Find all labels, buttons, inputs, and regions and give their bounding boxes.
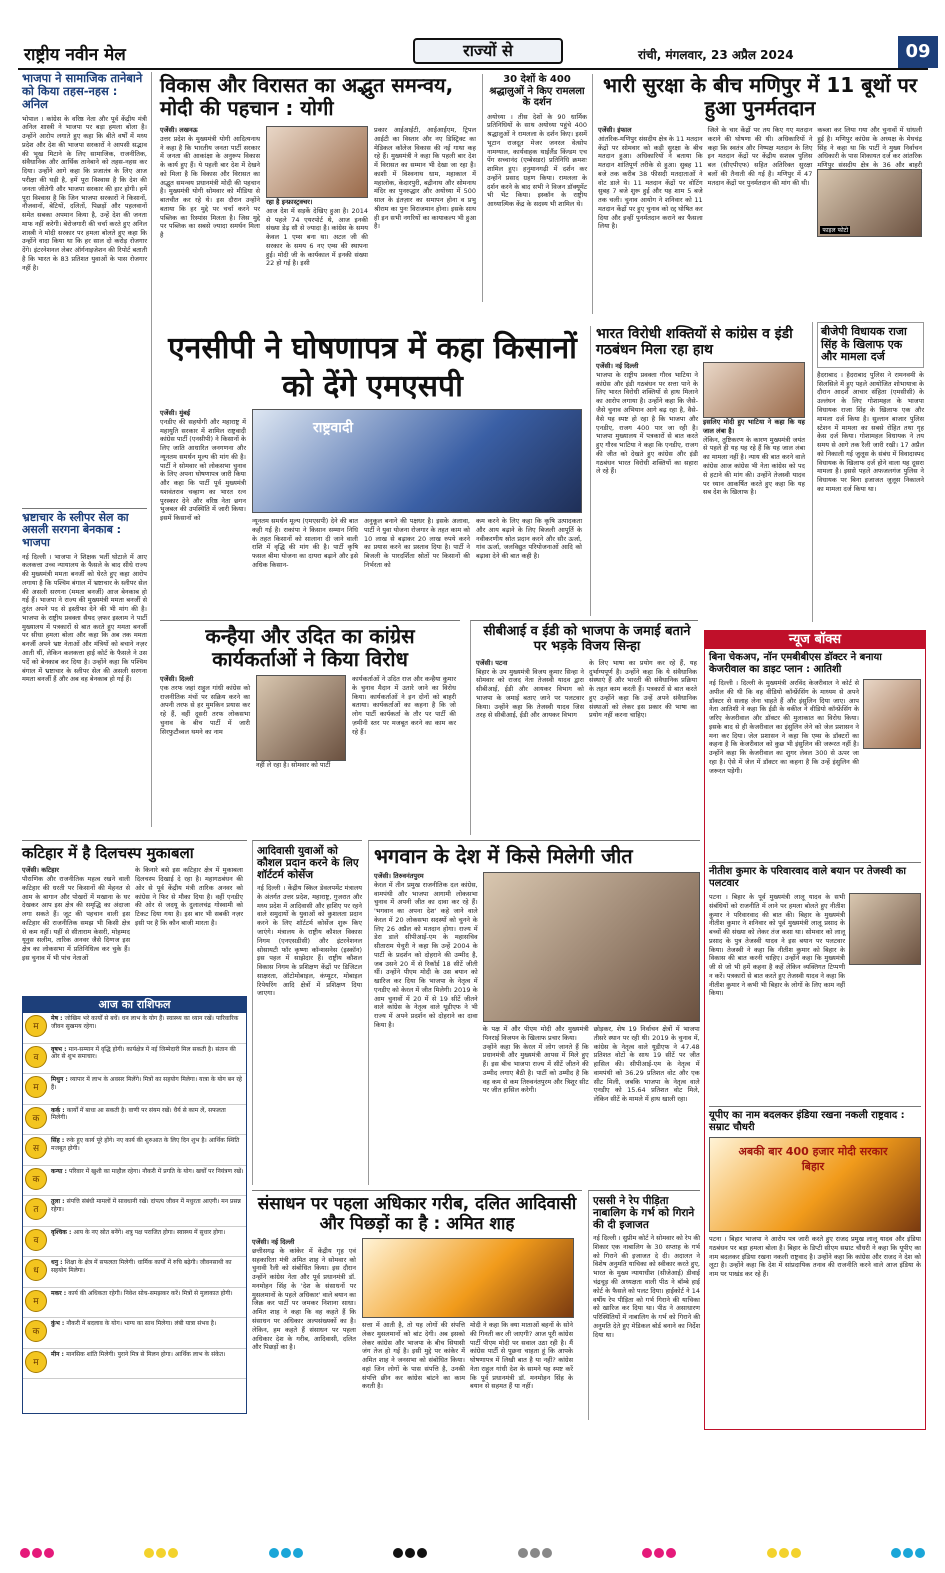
zodiac-name: कुंभ :	[51, 1320, 67, 1327]
manipur-photo	[817, 169, 922, 237]
news-box	[704, 630, 926, 1430]
horoscope-text: वृषभ : मान-सम्मान में वृद्धि होगी। कार्यक्षेत्र में नई जिम्मेदारी मिल सकती है। संतान की ओर से शुभ समाचार।	[51, 1045, 236, 1061]
dateline: रांची, मंगलवार, 23 अप्रैल 2024	[638, 48, 794, 62]
shah-headline: संसाधन पर पहला अधिकार गरीब, दलित आदिवासी और पिछड़ों का है : अमित शाह	[257, 1194, 577, 1234]
horoscope-text: धनु : शिक्षा के क्षेत्र में सफलता मिलेगी। धार्मिक कार्यों में रुचि बढ़ेगी। जीवनसाथी का सहयोग मिलेगा।	[51, 1259, 232, 1274]
sc-body: नई दिल्ली । सुप्रीम कोर्ट ने सोमवार को रेप की शिकार एक नाबालिग के 30 सप्ताह के गर्भ को गिराने की इजाजत दे दी। अदालत ने विशेष अनुमति याचिका को स्वीकार करते हुए, भारत के मुख्य न्यायाधीश (सीजेआई) डीवाई चंद्रचूड़ की अध्यक्षता वाली पीठ ने बॉम्बे हाई कोर्ट के फैसले को पलट दिया। हाईकोर्ट ने 14 वर्षीय रेप पीड़िता को गर्भ गिराने की याचिका को खारिज कर दिया था। पीठ ने असाधारण परिस्थितियों में नाबालिग के गर्भ को गिराने की अनुमति देते हुए मेडिकल बोर्ड बनाने का निर्देश दिया था।	[593, 1234, 700, 1339]
atishi-headline: बिना चेकअप, नॉन एमबीबीएस डॉक्टर ने बनाया केजरीवाल का डाइट प्लान : आतिशी	[709, 652, 882, 675]
kerala-photo-caption: के पक्ष में और पीएम मोदी और मुख्यमंत्री पिनराई विजयन के खिलाफ प्रचार किया।	[482, 1025, 589, 1042]
anil-body: भोपाल । कांग्रेस के वरिष्ठ नेता और पूर्व केंद्रीय मंत्री अनिल शास्त्री ने भाजपा पर बड़ा हमला बोला है। उन्होंने आरोप लगाते हुए कहा कि बीते वर्षों में मध्य प्रदेश और देश की भाजपा सरकारों ने आपसी सद्भाव की भूख मिटाने के लिए सामाजिक, राजनीतिक, संवैधानिक और आर्थिक तानेबाने को तहस-नहस कर दिया। उन्होंने आगे कहा कि प्रजातंत्र के लिए आज परीक्षा की घड़ी है, हमें पूरा विश्वास है कि देश की जनता जीतेगी और भाजपा सरकार की हार होगी। हमें पूरा विश्वास है कि जिन भाजपा सरकारों ने किसानों, नौजवानों, बेटियों, दलितों, पिछड़ों और पहलवानों समेत सबका अपमान किया है, उन्हें देश की जनता माफ नहीं करेगी। बेरोजगारी की चर्चा करते हुए अनिल शास्त्री ने मोदी सरकार पर हमला बोलते हुए कहा कि उन्होंने वादा किया था कि हर साल दो करोड़ रोजगार देंगे। इंटरनेशनल लेबर ऑर्गनाइजेशन की रिपोर्ट बताती है कि भारत के 83 प्रतिशत युवाओं के पास रोजगार नहीं है।	[22, 114, 147, 272]
anil-headline: भाजपा ने सामाजिक तानेबाने को किया तहस-नहस : अनिल	[22, 71, 143, 112]
tejashwi-photo	[849, 893, 921, 965]
zodiac-icon: क	[25, 1320, 47, 1342]
katihar-byline: एजेंसी। कटिहार	[22, 866, 59, 875]
ayodhya-story	[482, 74, 587, 302]
zodiac-name: वृषभ :	[51, 1045, 69, 1053]
manipur-headline: भारी सुरक्षा के बीच मणिपुर में 11 बूथों पर हुआ पुनर्मतदान	[602, 73, 918, 120]
manipur-col3: कब्जा कर लिया गया और चुनावों में धांधली हुई है। मणिपुर कांग्रेस के अध्यक्ष के मेघचंद्र सिंह ने कहा था कि पार्टी ने मुख्य निर्वाचन अधिकारी के पास शिकायत दर्ज कर आंतरिक मणिपुर संसदीय क्षेत्र के 36 और बाहरी	[817, 126, 923, 170]
color-swatch	[269, 1548, 303, 1560]
color-swatch	[144, 1548, 178, 1560]
zodiac-name: वृश्चिक :	[51, 1228, 74, 1236]
kerala-headline: भगवान के देश में किसे मिलेगी जीत	[374, 844, 633, 868]
horoscope-text: सिंह : रुके हुए कार्य पूरे होंगे। नए कार्य की शुरुआत के लिए दिन शुभ है। आर्थिक स्थिति मजबूत होगी।	[51, 1137, 240, 1152]
indi-col1: भाजपा के राष्ट्रीय प्रवक्ता गौरव भाटिया ने कांग्रेस और इंडी गठबंधन पर सत्ता पाने के लिए भारत विरोधी शक्तियों से हाथ मिलाने का आरोप लगाया है। उन्होंने कहा कि जैसे-जैसे चुनाव अभियान आगे बढ़ रहा है, वैसे-वैसे यह स्पष्ट हो रहा है कि भाजपा और एनडीए, राजग 400 पार जा रही है। भाजपा मुख्यालय में पत्रकारों से बात करते हुए गौरव भाटिया ने कहा कि एनडीए, राजग की जीत को देखते हुए कांग्रेस और इंडी गठबंधन भारत विरोधी शक्तियों का सहारा ले रहे हैं।	[596, 370, 698, 476]
zodiac-name: मेष :	[51, 1015, 65, 1022]
kanhaiya-story	[160, 620, 460, 835]
shah-byline: एजेंसी। नई दिल्ली	[252, 1238, 295, 1247]
zodiac-icon: म	[25, 1015, 47, 1037]
raja-headline: बीजेपी विधायक राजा सिंह के खिलाफ एक और मामला दर्ज	[821, 325, 907, 364]
zodiac-name: कर्क :	[51, 1106, 67, 1114]
shah-col3: मोदी ने कहा कि क्या माताओं बहनों के सोने की गिनती कर ली जाएगी? आज पूरी कांग्रेस पार्टी पीएम मोदी पर सवाल उठा रही है। मैं कांग्रेस पार्टी से पूछना चाहता हूं कि आपके घोषणापत्र में लिखी बात है या नहीं? कांग्रेस नेता राहुल गांधी देश के सामने यह स्पष्ट करें कि पूर्व प्रधानमंत्री डॉ. मनमोहन सिंह के बयान से सहमत हैं या नहीं।	[470, 1321, 573, 1391]
kerala-story	[368, 840, 700, 1185]
zodiac-name: तुला :	[51, 1198, 67, 1205]
bjp-banner-photo	[709, 1137, 921, 1232]
zodiac-icon: म	[25, 1351, 47, 1373]
kerala-col1: केरल में तीन प्रमुख राजनीतिक दल कांग्रेस, वामपंथी और भाजपा आगामी लोकसभा चुनाव में अपनी जीत का दावा कर रहे हैं। 'भगवान का अपना देश' कहे जाने वाले केरल में 20 लोकसभा सदस्यों को चुनने के लिए 26 अप्रैल को मतदान होगा। राज्य में डेरा डाले सीपीआई-एम के महासचिव सीताराम येचुरी ने कहा कि उन्हें 2004 के पार्टी के प्रदर्शन को दोहराने की उम्मीद है, जब उसने 20 में से रिकॉर्ड 18 सीटें जीती थीं। उन्होंने पीएम मोदी के उस बयान को खारिज कर दिया कि भाजपा के नेतृत्व में एनडीए को केरल में जीत मिलेगी। 2019 के आम चुनावों में 20 में से 19 सीटें जीतने वाले कांग्रेस के नेतृत्व वाले यूडीएफ ने भी राज्य में अपने प्रदर्शन को दोहराने का दावा किया है।	[374, 880, 478, 1030]
nitish-body: पटना । बिहार के पूर्व मुख्यमंत्री लालू यादव के सभी संबंधियों को राजनीति में लाने पर हमला बोलते हुए नीतीश कुमार ने परिवारवाद की बात की। बिहार के मुख्यमंत्री नीतीश कुमार ने शनिवार को पूर्व मुख्यमंत्री लालू प्रसाद के बच्चों की संख्या को लेकर तंज कसा था। सोमवार को लालू प्रसाद के पुत्र तेजस्वी यादव ने इस बयान पर पलटवार किया। तेजस्वी ने कहा कि नीतीश कुमार को बिहार के विकास की बात करनी चाहिए। उन्होंने कहा कि मुख्यमंत्री जी से जो भी हमें कहना है कहें लेकिन व्यक्तिगत टिप्पणी न करें। पत्रकारों से बात करते हुए तेजस्वी यादव ने कहा कि नीतीश कुमार ने कभी भी बिहार के लोगों के लिए काम नहीं किया।	[709, 893, 845, 998]
ncp-headline: एनसीपी ने घोषणापत्र में कहा किसानों को देंगे एमएसपी	[168, 331, 577, 404]
katihar-story	[22, 840, 247, 992]
horoscope-text: वृश्चिक : आय के नए स्रोत बनेंगे। शत्रु पक्ष पराजित होगा। स्वास्थ्य में सुधार होगा।	[51, 1228, 226, 1236]
atishi-photo	[863, 679, 921, 749]
manipur-story	[592, 74, 922, 314]
horoscope-text: मीन : मानसिक शांति मिलेगी। पुराने मित्र से मिलन होगा। आर्थिक लाभ के संकेत।	[51, 1350, 226, 1358]
horoscope-row	[23, 1013, 246, 1044]
section-tab: राज्यों से	[413, 38, 563, 64]
kanhaiya-col2: कार्यकर्ताओं ने उदित राज और कन्हैया कुमार के चुनाव मैदान में उतारे जाने का विरोध किया। कार्यकर्ताओं ने इन दोनों को बाहरी बताया। कार्यकर्ताओं का कहना है कि जो लोग पार्टी कार्यकर्ता के तौर पर पार्टी की ज़मीनी स्तर पर मजबूत करने का काम कर रहे हैं।	[352, 675, 456, 736]
ncp-story	[160, 330, 585, 615]
manipur-photo-caption: फाइल फोटो	[822, 227, 849, 234]
raja-body: हैदराबाद । हैदराबाद पुलिस ने रामनवमी के सिलसिले में हुए पहले आयोजित शोभायात्रा के दौरान आदर्श आचार संहिता (एमसीसी) के उल्लंघन के लिए गोशामहल के भाजपा विधायक राजा सिंह के खिलाफ एक और मामला दर्ज किया है। सुल्तान बाजार पुलिस स्टेशन में मामला का सबसे रोहित तथा गृह केस दर्ज किया। गोशामहल विधायक ने तय समय से आगे तक रैली जारी रखी। 17 अप्रैल को निकाली गई जुलूस के संबंध में विवादास्पद विधायक के खिलाफ दर्ज होने वाला यह दूसरा मामला है। इससे पहले अफजलगंज पुलिस ने विधायक पर बिना इजाजत जुलूस निकालने का मामला दर्ज किया था।	[817, 370, 924, 493]
bhatia-photo	[703, 362, 805, 418]
horoscope-row	[23, 1288, 246, 1319]
nitish-headline: नीतीश कुमार के परिवारवाद वाले बयान पर तेजस्वी का पलटवार	[709, 866, 906, 889]
yogi-col1: उत्तर प्रदेश के मुख्यमंत्री योगी आदित्यनाथ ने कहा है कि भारतीय जनता पार्टी सरकार में जनता की आकांक्षा के अनुरूप विकास के कार्य हुए हैं। ये पहली बार देश में देखने को मिला है कि विकास और विरासत का अद्भुत समन्वय प्रधानमंत्री मोदी की पहचान है। मुख्यमंत्री योगी सोमवार को मीडिया से बातचीत कर रहे थे। इस दौरान उन्होंने बताया कि हर मुद्दे पर चर्चा करने पर पब्लिक का रिस्पांस मिलता है। जिस मुद्दे पर पब्लिक का सबसे ज्यादा समर्थन मिला है	[160, 134, 260, 240]
horoscope-row	[23, 1349, 246, 1380]
horoscope-row	[23, 1196, 246, 1227]
chaudhary-headline: यूपीए का नाम बदलकर इंडिया रखना नकली राष्ट्रवाद : सम्राट चौधरी	[709, 1110, 905, 1133]
paper-name: राष्ट्रीय नवीन मेल	[24, 45, 126, 65]
zodiac-icon: क	[25, 1107, 47, 1129]
zodiac-icon: व	[25, 1046, 47, 1068]
color-swatch	[20, 1548, 54, 1560]
horoscope-row	[23, 1105, 246, 1136]
yogi-col2: आज देश में सड़कें देखिए हुआ है। 2014 से पहले 74 एयरपोर्ट थे, आज इनकी संख्या डेढ़ सौ से ज्यादा है। कांग्रेस के समय केवल 1 एम्स बना था। अटल जी की सरकार के समय 6 नए एम्स की स्थापना हुई। मोदी जी के कार्यकाल में इनकी संख्या 22 हो गई है। इसी	[266, 206, 368, 268]
kerala-byline: एजेंसी। तिरुवनंतपुरम	[374, 872, 424, 880]
zodiac-name: मीन :	[51, 1350, 67, 1358]
ncp-col1: एनडीए की सहयोगी और महाराष्ट्र में महायुति सरकार में शामिल राष्ट्रवादी कांग्रेस पार्टी (एनसीपी) ने किसानों के लिए जाति आधारित जनगणना और न्यूनतम समर्थन मूल्य की मांग की है। पार्टी ने सोमवार को लोकसभा चुनाव के लिए अपना घोषणापत्र जारी किया और कहा कि पार्टी पूर्व मुख्यमंत्री यशवंतराव चव्हाण का भारत रत्न पुरस्कार देने और वरिष्ठ नेता छगन भुजबल की उपस्थिति में जारी किया। इसमें किसानों को	[160, 417, 246, 523]
zodiac-name: कन्या :	[51, 1167, 69, 1175]
zodiac-icon: म	[25, 1076, 47, 1098]
raja-story	[812, 322, 924, 622]
ncp-photo	[252, 409, 582, 513]
horoscope	[22, 996, 247, 1414]
zodiac-icon: ध	[25, 1259, 47, 1281]
kanhaiya-byline: एजेंसी। दिल्ली	[160, 675, 194, 683]
horoscope-row	[23, 1074, 246, 1105]
ayodhya-body: अयोध्या । तीस देशों के 90 धार्मिक प्रतिनिधियों के साथ अयोध्या पहुंचे 400 श्रद्धालुओं ने रामलला के दर्शन किए। इसमें भूटान राजदूत मेजर जनरल वेत्सोप नामग्याल, कार्यवाहक थाईलैंड किंग्डम एच पेंग सच्चानंद (एम्बेसडर) प्रतिनिधि क्रमशः शामिल हुए। हनुमानगढ़ी में दर्शन कर उन्होंने प्रसाद ग्रहण किया। रामलला के दर्शन करने के बाद सभी ने विजन डॉक्यूमेंट भी भेंट किया। इस्कॉन के राष्ट्रीय आध्यात्मिक केंद्र के सदस्य भी शामिल थे।	[487, 112, 587, 209]
shah-story	[252, 1190, 582, 1420]
horoscope-row	[23, 1166, 246, 1197]
horoscope-row	[23, 1318, 246, 1349]
kanhaiya-photo-caption: नहीं ले रहा है। सोमवार को पार्टी	[256, 761, 331, 769]
sinha-story	[470, 620, 698, 835]
horoscope-text: तुला : संपत्ति संबंधी मामलों में सावधानी रखें। दांपत्य जीवन में मधुरता आएगी। मन प्रसन्न रहेगा।	[51, 1198, 241, 1213]
horoscope-text: मिथुन : व्यापार में लाभ के अवसर मिलेंगे। मित्रों का सहयोग मिलेगा। यात्रा के योग बन रहे हैं।	[51, 1076, 242, 1091]
horoscope-text: कुंभ : नौकरी में बदलाव के योग। भाग्य का साथ मिलेगा। लंबी यात्रा संभव है।	[51, 1320, 217, 1327]
zodiac-icon: व	[25, 1229, 47, 1251]
kerala-col3: छोड़कर, शेष 19 निर्वाचन क्षेत्रों में भाजपा तीसरे स्थान पर रही थी। 2019 के चुनाव में, कांग्रेस के नेतृत्व वाले यूडीएफ ने 47.48 प्रतिशत वोटों के साथ 19 सीटें पर जीत हासिल की। सीपीआई-एम के नेतृत्व में वामपंथी को 36.29 प्रतिशत वोट और एक सीट मिली, जबकि भाजपा के नेतृत्व वाले एनडीए को 15.64 प्रतिशत वोट मिले, लेकिन सीटें के मामले में हाथ खाली रहा।	[593, 1025, 700, 1104]
color-swatch	[891, 1548, 925, 1560]
color-swatch	[767, 1548, 801, 1560]
sleeper-cell-body: नई दिल्ली । भाजपा ने शिक्षक भर्ती घोटाले में आए कलकत्ता उच्च न्यायालय के फैसले के बाद सीधे राज्य की मुख्यमंत्री ममता बनर्जी को घेरते हुए कहा आरोप लगाया है कि पश्चिम बंगाल में भ्रष्टाचार के स्लीपर सेल की असली सरगना (ममता बनर्जी) आज बेनकाब हो गई हैं। भाजपा ने राज्य की मुख्यमंत्री ममता बनर्जी से तुरंत अपने पद से इस्तीफा देने की भी मांग की है। भाजपा के राष्ट्रीय प्रवक्ता सैयद ज़फर इस्लाम ने पार्टी मुख्यालय में पत्रकारों से बात करते हुए ममता बनर्जी पर सीधा हमला बोला और कहा कि अब तक ममता बनर्जी अपने भ्रष्ट नेताओं और मंत्रियों को बचाने नज़र आती थीं, लेकिन कलकत्ता हाई कोर्ट के फैसले ने उस पर्दे को बेनकाब कर दिया है। उन्होंने कहा कि पश्चिम बंगाल में भ्रष्टाचार के स्लीपर सेल की असली सरगना ममता बनर्जी हैं और अब वह बेनकाब हो गई हैं।	[22, 552, 147, 684]
horoscope-title: आज का राशिफल	[23, 997, 246, 1013]
ncp-col2: न्यूनतम समर्थन मूल्य (एमएसपी) देने की बात कही गई है। राकांपा ने किसान सम्मान निधि के तहत किसानों को सालाना दी जाने वाली राशि में वृद्धि की मांग की है। पार्टी कृषि फसल बीमा योजना का दायरा बढ़ाने और इसे अधिक किसान-	[252, 517, 358, 569]
horoscope-row	[23, 1135, 246, 1166]
katihar-col2: के किनारे बसे इस कटिहार क्षेत्र में मुकाबला दिलचस्प दिखाई दे रहा है। महागठबंधन की ओर से पूर्व केंद्रीय मंत्री तारिक अनवर को कांग्रेस ने फिर से मौका दिया है। वहीं एनडीए की ओर से जदयू के दुलालचंद्र गोस्वामी को टिकट दिया गया है। इस बार भी सबकी नज़र इसी पर है कि कौन बाजी मारता है।	[135, 866, 243, 927]
yogi-photo	[266, 126, 368, 198]
indi-headline: भारत विरोधी शक्तियों से कांग्रेस व इंडी गठबंधन मिला रहा हाथ	[596, 326, 793, 359]
tribal-story	[252, 840, 362, 1185]
manipur-col2: जिले के चार केंद्रों पर तय किए गए मतदान कराने की घोषणा की थी। अधिकारियों ने कहा कि स्वतंत्र और निष्पक्ष मतदान के लिए इन मतदान केंद्रों पर केंद्रीय सशस्त्र पुलिस बल (सीएपीएफ) सहित अतिरिक्त सुरक्षा बलों की तैनाती की गई है। मणिपुर में 47 मतदान केंद्रों पर पुनर्मतदान की मांग की थी।	[707, 126, 813, 187]
sinha-headline: सीबीआई व ईडी को भाजपा के जमाई बताने पर भड़के विजय सिन्हा	[483, 624, 691, 654]
indi-byline: एजेंसी। नई दिल्ली	[596, 362, 639, 371]
sc-story	[588, 1190, 700, 1420]
chaudhary-body: पटना । बिहार भाजपा ने आरोप पत्र जारी करते हुए राजद प्रमुख लालू यादव और इंडिया गठबंधन पर बड़ा हमला बोला है। बिहार के डिप्टी सीएम सम्राट चौधरी ने कहा कि यूपीए का नाम बदलकर इंडिया रखना नकली राष्ट्रवाद है। उन्होंने कहा कि कांग्रेस और राजद ने देश को लूटा है। उन्होंने कहा कि देश में सांप्रदायिक तनाव की राजनीति करने वाले आज इंडिया के नाम पर पाखंड कर रहे हैं।	[709, 1235, 921, 1279]
horoscope-row	[23, 1044, 246, 1075]
horoscope-text: मकर : कार्य की अधिकता रहेगी। निवेश सोच-समझकर करें। मित्रों से मुलाकात होगी।	[51, 1289, 233, 1297]
sinha-col2: के लिए भाषा का प्रयोग कर रहे हैं, यह दुर्भाग्यपूर्ण है। उन्होंने कहा कि ये संवैधानिक संस्थाएं हैं और भारती की संवैधानिक प्रक्रिया के तहत काम करती हैं। पत्रकारों से बात करते हुए उन्होंने कहा कि उन्हें अपने संवैधानिक संस्थाओं को लेकर इस प्रकार की भाषा का प्रयोग नहीं करना चाहिए।	[589, 658, 697, 720]
left-column	[22, 72, 152, 827]
zodiac-name: धनु :	[51, 1259, 65, 1266]
manipur-col1: आंतरिक-मणिपुर संसदीय क्षेत्र के 11 मतदान केंद्रों पर सोमवार को कड़ी सुरक्षा के बीच मतदान हुआ। अधिकारियों ने बताया कि मतदान शांतिपूर्ण तरीके से हुआ। सुबह 11 बजे तक करीब 38 फीसदी मतदाताओं ने वोट डाले थे। 11 मतदान केंद्रों पर वोटिंग सुबह 7 बजे शुरू हुई और यह शाम 5 बजे तक चली। चुनाव आयोग ने शनिवार को 11 मतदान केंद्रों पर हुए चुनाव को रद्द घोषित कर दिया और इन्हीं पुनर्मतदान कराने का फैसला लिया है।	[598, 134, 703, 231]
masthead	[18, 36, 931, 70]
horoscope-text: कन्या : परिवार में खुशी का माहौल रहेगा। नौकरी में प्रगति के योग। खर्चों पर नियंत्रण रखें।	[51, 1167, 244, 1175]
indi-photo-caption: इसलिए मोदी हुए भाटिया ने कहा कि यह जाल लंबा है।	[703, 418, 805, 435]
zodiac-icon: क	[25, 1168, 47, 1190]
shah-photo	[362, 1238, 574, 1318]
horoscope-list	[23, 1013, 246, 1379]
ayodhya-headline: 30 देशों के 400 श्रद्धालुओं ने किए रामलला के दर्शन	[489, 74, 585, 108]
katihar-headline: कटिहार में है दिलचस्प मुकाबला	[22, 844, 194, 862]
bjp-banner-text: अबकी बार 400 हजार मोदी सरकार बिहार	[738, 1145, 888, 1173]
sc-headline: एससी ने रेप पीड़िता नाबालिग के गर्भ को गिराने की दी इजाजत	[593, 1195, 695, 1232]
zodiac-name: मिथुन :	[51, 1076, 70, 1083]
registration-marks	[20, 1548, 925, 1560]
horoscope-text: मेष : जोखिम भरे कार्यों से बचें। धन लाभ के योग हैं। स्वास्थ्य का ध्यान रखें। पारिवारिक जीवन सुखमय रहेगा।	[51, 1015, 239, 1030]
horoscope-row	[23, 1227, 246, 1258]
yogi-col3: प्रकार आईआईटी, आईआईएम, ट्रिपल आईटी का विस्तार और नए डिस्ट्रिक्ट का मेडिकल कॉलेज विकास की नई गाथा कह रहे हैं। मुख्यमंत्री ने कहा कि पहली बार देश में विरासत का सम्मान भी देखा जा रहा है। काशी में विश्वनाथ धाम, महाकाल में महालोक, केदारपुरी, बद्रीनाथ और सोमनाथ मंदिर का पुनरुद्धार और अयोध्या में 500 साल के इंतज़ार का समापन होना व प्रभु श्रीराम का पुनः विराजमान होना। इसके साथ ही इन सभी नगरियों का कायाकल्प भी हुआ है।	[374, 126, 476, 231]
katihar-col1: पौराणिक और राजनीतिक महत्व रखने वाली कटिहार की धरती पर किसानों की मेहनत से आम के बागान और पोखरों में मखाना के घर देखकर आप इस क्षेत्र की समृद्धि का अंदाजा लगा सकते हैं। जूट की पहचान वाली इस कटिहार की राजनीतिक समझ भी किसी क्षेत्र से कम नहीं। यहीं से सीताराम केसरी, मोहम्मद यूनुस सलीम, तारिक अनवर जैसे दिग्गज इस क्षेत्र का लोकसभा में प्रतिनिधित्व कर चुके हैं। इस चुनाव में भी पांच नेताओं	[22, 875, 130, 962]
page-number: 09	[898, 36, 938, 68]
indi-col2: लेकिन, तुष्टिकरण के कारण मुख्यमंत्री जयंत से पहले ही यह यह रहे हैं कि यह जाल लंबा का मामला नहीं है। न्याय की बात करने वाले कांग्रेस आज कांग्रेस भी नेता कांग्रेस को पद से हटाने की मांग की। उन्होंने तेजस्वी यादव पर ध्यान आकर्षित करते हुए कहा कि यह सब देश के खिलाफ है।	[703, 435, 805, 497]
manipur-byline: एजेंसी। इंफाल	[598, 126, 632, 134]
shah-col2: सत्ता में आती है, तो यह लोगों की संपत्ति लेकर मुसलमानों को बांट देगी। अब इसको लेकर कांग्रेस और भाजपा के बीच सियासी जंग तेज हो गई है। इसी मुद्दे पर कांकेर में अमित शाह ने जनसभा को संबोधित किया। वहां जिन लोगों के पास संपत्ति है, उनकी संपत्ति छीन कर कांग्रेस बांटने का काम करती है।	[362, 1321, 465, 1391]
color-swatch	[518, 1548, 552, 1560]
sinha-col1: बिहार के उप मुख्यमंत्री विजय कुमार सिन्हा ने सोमवार को राजद नेता तेजस्वी यादव द्वारा सीबीआई, ईडी और आयकर विभाग को भाजपा के जमाई बताए जाने पर पलटवार किया। उन्होंने कहा कि तेजस्वी यादव जिस तरह से सीबीआई, ईडी और आयकर विभाग	[476, 667, 584, 720]
ncp-col4: कम करने के लिए कहा कि कृषि उत्पादकता और आय बढ़ाने के लिए बिजली आपूर्ति के नवीकरणीय स्रोत प्रदान करने और सौर ऊर्जा, गांव ऊर्जा, जलविद्युत परियोजनाओं आदि को बढ़ावा देने की बात कही है।	[476, 517, 582, 561]
zodiac-name: मकर :	[51, 1289, 69, 1297]
horoscope-text: कर्क : कार्यों में बाधा आ सकती है। वाणी पर संयम रखें। धैर्य से काम लें, सफलता मिलेगी।	[51, 1106, 226, 1122]
zodiac-icon: स	[25, 1137, 47, 1159]
kerala-col2: उन्होंने कहा कि केरल में लोग जानते हैं कि प्रधानमंत्री और मुख्यमंत्री आपस में मिले हुए हैं। इस बीच भाजपा राज्य में सीटें जीतने की उम्मीद लगाए बैठी है। पार्टी को उम्मीद है कि वह कम से कम तिरुवनंतपुरम और त्रिशूर सीट पर जीत हासिल करेगी।	[482, 1042, 589, 1095]
zodiac-icon: त	[25, 1198, 47, 1220]
sinha-byline: एजेंसी। पटना	[476, 658, 508, 667]
kanhaiya-headline: कन्हैया और उदित का कांग्रेस कार्यकर्ताओं ने किया विरोध	[205, 624, 415, 671]
color-swatch	[393, 1548, 427, 1560]
color-swatch	[642, 1548, 676, 1560]
atishi-body: नई दिल्ली । दिल्ली के मुख्यमंत्री अरविंद केजरीवाल ने कोर्ट से अपील की थी कि वह वीडियो कॉन्फ्रेंसिंग के माध्यम से अपने डॉक्टर से सलाह लेना चाहते हैं और इंसुलिन दिया जाए। आप नेता आतिशी ने कहा कि ईडी के वकील ने वीडियो कॉन्फ्रेंसिंग के जरिए केजरीवाल और डॉक्टर की मुलाकात का विरोध किया। इसके बाद से ही केजरीवाल का इंसुलिन लेने को जेल प्रशासन ने मना कर दिया। जेल प्रशासन ने कहा कि एम्स के डॉक्टरों का कहना है कि केजरीवाल को कुछ भी इंसुलिन की जरूरत नहीं है। उन्होंने कहा कि केजरीवाल का शुगर लेवल 300 से ऊपर जा रहा है। ऐसे में जेल में डॉक्टर का कहना है कि उन्हें इंसुलिन की जरूरत पड़ेगी।	[709, 679, 859, 775]
ncp-byline: एजेंसी। मुंबई	[160, 409, 191, 417]
indi-story	[590, 326, 805, 616]
tribal-body: नई दिल्ली । केंद्रीय स्किल डेवलपमेंट मंत्रालय के अंतर्गत उत्तर प्रदेश, महाराष्ट्र, गुजरात और मध्य प्रदेश में आदिवासी और हाशिए पर रहने वाले समुदायों के युवाओं को कुशलता प्रदान करने के लिए शॉर्टटर्म कोर्सेज शुरू किए जाएंगे। मंत्रालय के राष्ट्रीय कौशल विकास निगम (एनएसडीसी) और इंटरनेशनल सोसायटी फॉर कृष्णा कॉन्शसनेस (इस्कॉन) इस पहल में साझेदार हैं। राष्ट्रीय कौशल विकास निगम के प्रशिक्षण केंद्रों पर डिजिटल साक्षरता, ऑटोमोबाइल, कंप्यूटर, मोबाइल रिपेयरिंग आदि क्षेत्रों में प्रशिक्षण दिया जाएगा।	[257, 884, 362, 998]
sleeper-cell-headline: भ्रष्टाचार के स्लीपर सेल का असली सरगना बेनकाब : भाजपा	[22, 510, 129, 549]
kanhaiya-col1: एक तरफ जहां राहुल गांधी कांग्रेस को राजनीतिक मंचों पर सक्रिय करने का अपनी तरफ से हर मुमकिन प्रयास कर रहे हैं, वहीं दूसरी तरफ लोकसभा चुनाव के बीच पार्टी में जारी सिरफुटौव्वल थमने का नाम	[160, 683, 250, 736]
horoscope-row	[23, 1257, 246, 1288]
shah-col1: छत्तीसगढ़ के कांकेर में केंद्रीय गृह एवं सहकारिता मंत्री अमित शाह ने सोमवार को चुनावी रैली को संबोधित किया। इस दौरान उन्होंने कांग्रेस नेता और पूर्व प्रधानमंत्री डॉ. मनमोहन सिंह के 'देश के संसाधनों पर मुसलमानों के पहले अधिकार' वाले बयान का जिक्र कर पार्टी पर जमकर निशाना साधा। अमित शाह ने कहा कि वह कहते हैं कि संसाधन पर अधिकार अल्पसंख्यकों का है। लेकिन, हम कहते हैं संसाधन पर पहला अधिकार देश के गरीब, आदिवासी, दलित और पिछड़ों का है।	[252, 1246, 356, 1352]
news-box-title: न्यूज बॉक्स	[705, 631, 925, 649]
kerala-leaders-photo	[483, 872, 700, 1022]
yogi-photo-caption: रहा है इन्फ्रास्ट्रक्चर।	[266, 198, 313, 206]
ncp-col3: अनुकूल बनाने की पक्षधर है। इसके अलावा, पार्टी ने युवा योजना रोजगार के तहत काम को 10 लाख से बढ़ाकर 20 लाख रुपये करने का प्रयास करने का प्रस्ताव दिया है। पार्टी ने बिजली के पारदर्शिता स्रोतों पर किसानों की निर्भरता को	[364, 517, 470, 569]
tribal-headline: आदिवासी युवाओं को कौशल प्रदान करने के लिए शॉर्टटर्म कोर्सेज	[257, 845, 359, 882]
zodiac-name: सिंह :	[51, 1137, 67, 1144]
yogi-story	[160, 74, 480, 304]
yogi-byline: एजेंसी। लखनऊ	[160, 126, 198, 134]
kanhaiya-photo	[256, 675, 346, 761]
zodiac-icon: म	[25, 1290, 47, 1312]
yogi-headline: विकास और विरासत का अद्भुत समन्वय, मोदी की पहचान : योगी	[160, 73, 454, 120]
ncp-banner-text: राष्ट्रवादी	[313, 420, 353, 436]
